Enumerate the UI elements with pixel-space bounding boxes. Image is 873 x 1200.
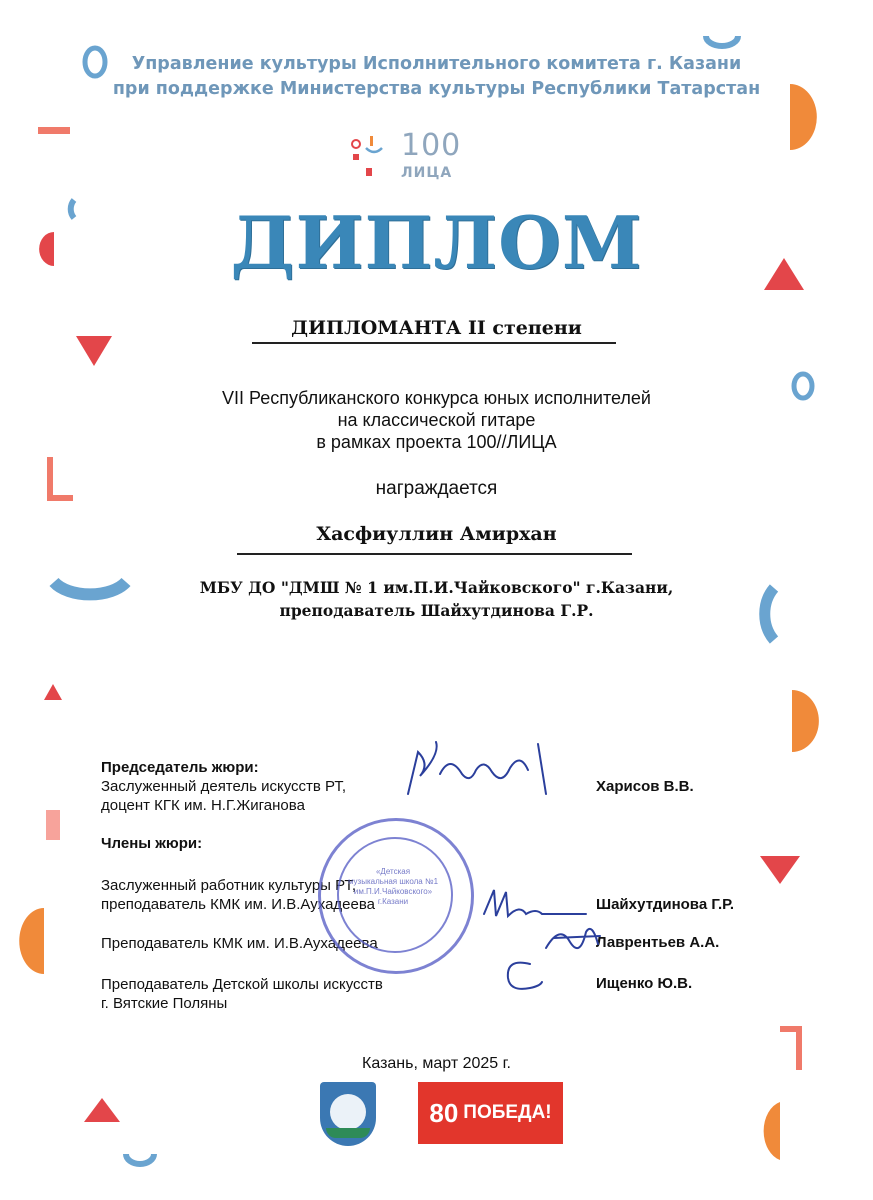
logo-word: ЛИЦА	[401, 165, 453, 181]
jury-member-2-name: Лаврентьев А.А.	[596, 934, 720, 951]
jury-chair-name: Харисов В.В.	[596, 778, 694, 795]
jury-member-3-block	[101, 975, 383, 1013]
half-circle-shape	[19, 908, 44, 974]
jury-chair-title-1: Заслуженный деятель искусств РТ,	[101, 778, 347, 795]
jury-chair-block	[101, 758, 346, 815]
jury-members-heading-block	[101, 834, 202, 853]
school-stamp	[318, 818, 474, 974]
stamp-line-2: музыкальная школа №1	[347, 877, 439, 886]
jury-members-heading: Члены жюри:	[101, 835, 203, 852]
diploma-title: ДИПЛОМ	[230, 200, 643, 285]
half-circle-shape	[764, 1102, 780, 1160]
triangle-down-shape	[760, 856, 800, 884]
stamp-line-3: им.П.И.Чайковского»	[353, 887, 433, 896]
jury-member-2-title: Преподаватель КМК им. И.В.Аухадеева	[101, 935, 378, 952]
bar-shape	[38, 127, 70, 134]
logo-number: 100	[401, 128, 462, 163]
stamp-line-4: г.Казани	[377, 897, 409, 906]
degree-line: ДИПЛОМАНТА II степени	[291, 317, 582, 339]
logo-mark-icon	[348, 134, 398, 188]
jury-member-1-title-1: Заслуженный работник культуры РТ,	[101, 877, 357, 894]
dragon-icon	[330, 1094, 366, 1130]
recipient-name: Хасфиуллин Амирхан	[316, 523, 557, 545]
jury-chair-heading: Председатель жюри:	[101, 759, 259, 776]
stamp-center-text	[343, 867, 443, 907]
bar-shape	[46, 810, 60, 840]
kazan-coat-of-arms	[320, 1082, 376, 1146]
header-line-1: Управление культуры Исполнительного комитета г. Казани	[131, 54, 742, 74]
victory-80-badge	[418, 1082, 563, 1144]
contest-line-1: VII Республиканского конкурса юных исполнителей	[222, 388, 651, 408]
triangle-up-shape	[84, 1098, 120, 1122]
jury-member-3-title-1: Преподаватель Детской школы искусств	[101, 976, 383, 993]
project-logo	[348, 128, 468, 188]
triangle-down-shape	[76, 336, 112, 366]
jury-member-1-name: Шайхутдинова Г.Р.	[596, 896, 735, 913]
signature-member-2	[540, 918, 610, 968]
jury-member-3-title-2: г. Вятские Поляны	[101, 995, 228, 1012]
school-line-1: МБУ ДО "ДМШ № 1 им.П.И.Чайковского" г.Казани,	[199, 578, 674, 597]
jury-member-3-name: Ищенко Ю.В.	[596, 975, 693, 992]
school-line-2: преподаватель Шайхутдинова Г.Р.	[279, 601, 594, 620]
badge-word: ПОБЕДА!	[463, 1102, 552, 1123]
school-info	[0, 576, 873, 622]
header-line-2: при поддержке Министерства культуры Республики Татарстан	[112, 79, 761, 99]
stamp-line-1: «Детская	[375, 867, 411, 876]
organizer-header	[0, 52, 873, 102]
contest-description	[0, 387, 873, 453]
degree-underline	[252, 342, 616, 344]
triangle-up-shape	[44, 684, 62, 700]
awarded-label: награждается	[375, 478, 498, 499]
place-and-date: Казань, март 2025 г.	[362, 1055, 511, 1072]
signature-member-3	[496, 952, 546, 996]
contest-line-3: в рамках проекта 100//ЛИЦА	[316, 432, 557, 452]
badge-number: 80	[429, 1097, 459, 1128]
arc-shape	[706, 36, 738, 46]
jury-member-1-title-2: преподаватель КМК им. И.В.Аухадеева	[101, 896, 376, 913]
recipient-underline	[237, 553, 632, 555]
jury-chair-title-2: доцент КГК им. Н.Г.Жиганова	[101, 797, 305, 814]
arc-shape	[126, 1154, 154, 1164]
signature-chair	[400, 734, 560, 804]
half-circle-shape	[792, 690, 819, 752]
emblem-ground	[326, 1128, 370, 1138]
contest-line-2: на классической гитаре	[337, 410, 536, 430]
